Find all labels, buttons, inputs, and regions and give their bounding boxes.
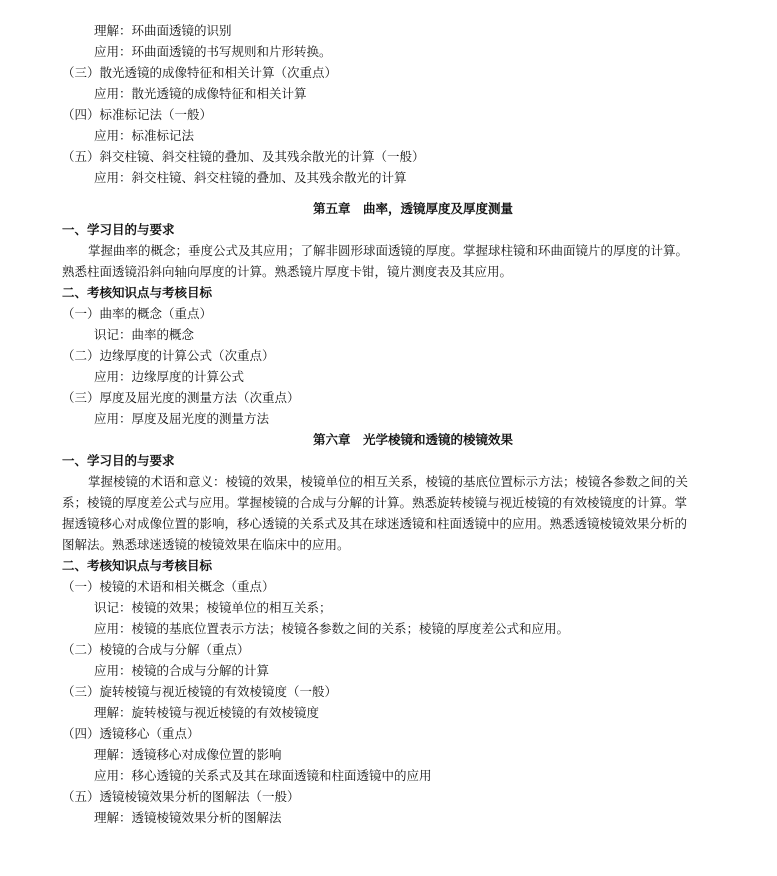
chapter-6-item-12: 理解：透镜棱镜效果分析的图解法 (94, 810, 282, 825)
section-gap (62, 188, 764, 198)
chapter-5-points-heading: 二、考核知识点与考核目标 (62, 285, 213, 300)
chapter-6-title: 第六章 光学棱镜和透镜的棱镜效果 (312, 432, 513, 447)
chapter-6-item-2: 识记：棱镜的效果；棱镜单位的相互关系； (94, 600, 332, 615)
top-section (62, 20, 764, 188)
chapter-6-goals-line-3: 握透镜移心对成像位置的影响，移心透镜的关系式及其在球迷透镜和柱面透镜中的应用。熟悉透镜棱镜效果分析的 (62, 516, 688, 531)
chapter-5-title: 第五章 曲率，透镜厚度及厚度测量 (312, 201, 513, 216)
chapter-6-item-9: 理解：透镜移心对成像位置的影响 (94, 747, 282, 762)
chapter-6-goals-heading: 一、学习目的与要求 (62, 453, 175, 468)
chapter-6-goals-line-2: 系；棱镜的厚度差公式与应用。掌握棱镜的合成与分解的计算。熟悉旋转棱镜与视近棱镜的有效棱镜度的计算。掌 (62, 495, 688, 510)
chapter-5-item-2: 识记：曲率的概念 (94, 327, 195, 342)
chapter-6-item-11: （五）透镜棱镜效果分析的图解法（一般） (62, 789, 300, 804)
chapter-5 (62, 198, 764, 429)
chapter-6-goals-line-1: 掌握棱镜的术语和意义：棱镜的效果，棱镜单位的相互关系，棱镜的基底位置标示方法；棱镜各参数之间的关 (88, 474, 689, 489)
top-item-6: 应用：标准标记法 (94, 128, 195, 143)
document-body (62, 20, 764, 828)
top-item-2: 应用：环曲面透镜的书写规则和片形转换。 (94, 44, 332, 59)
chapter-6-item-10: 应用：移心透镜的关系式及其在球面透镜和柱面透镜中的应用 (94, 768, 432, 783)
chapter-6-item-8: （四）透镜移心（重点） (62, 726, 200, 741)
chapter-6-points-heading: 二、考核知识点与考核目标 (62, 558, 213, 573)
chapter-5-goals-heading: 一、学习目的与要求 (62, 222, 175, 237)
chapter-5-item-3: （二）边缘厚度的计算公式（次重点） (62, 348, 275, 363)
chapter-5-item-6: 应用：厚度及屈光度的测量方法 (94, 411, 270, 426)
chapter-6-item-1: （一）棱镜的术语和相关概念（重点） (62, 579, 275, 594)
chapter-5-goals-line-2: 熟悉柱面透镜沿斜向轴向厚度的计算。熟悉镜片厚度卡钳，镜片测度表及其应用。 (62, 264, 513, 279)
top-item-3: （三）散光透镜的成像特征和相关计算（次重点） (62, 65, 338, 80)
chapter-6-goals-line-4: 图解法。熟悉球迷透镜的棱镜效果在临床中的应用。 (62, 537, 350, 552)
chapter-6-item-3: 应用：棱镜的基底位置表示方法；棱镜各参数之间的关系；棱镜的厚度差公式和应用。 (94, 621, 570, 636)
top-item-1: 理解：环曲面透镜的识别 (94, 23, 232, 38)
top-item-7: （五）斜交柱镜、斜交柱镜的叠加、及其残余散光的计算（一般） (62, 149, 425, 164)
top-item-8: 应用：斜交柱镜、斜交柱镜的叠加、及其残余散光的计算 (94, 170, 407, 185)
chapter-6-item-4: （二）棱镜的合成与分解（重点） (62, 642, 250, 657)
chapter-5-item-5: （三）厚度及屈光度的测量方法（次重点） (62, 390, 300, 405)
top-item-5: （四）标准标记法（一般） (62, 107, 213, 122)
chapter-6-item-7: 理解：旋转棱镜与视近棱镜的有效棱镜度 (94, 705, 320, 720)
chapter-5-item-4: 应用：边缘厚度的计算公式 (94, 369, 245, 384)
chapter-5-item-1: （一）曲率的概念（重点） (62, 306, 213, 321)
top-item-4: 应用：散光透镜的成像特征和相关计算 (94, 86, 307, 101)
chapter-5-goals-line-1: 掌握曲率的概念；垂度公式及其应用；了解非圆形球面透镜的厚度。掌握球柱镜和环曲面镜片的厚度的计算。 (88, 243, 689, 258)
chapter-6 (62, 429, 764, 828)
chapter-6-item-6: （三）旋转棱镜与视近棱镜的有效棱镜度（一般） (62, 684, 338, 699)
chapter-6-item-5: 应用：棱镜的合成与分解的计算 (94, 663, 270, 678)
